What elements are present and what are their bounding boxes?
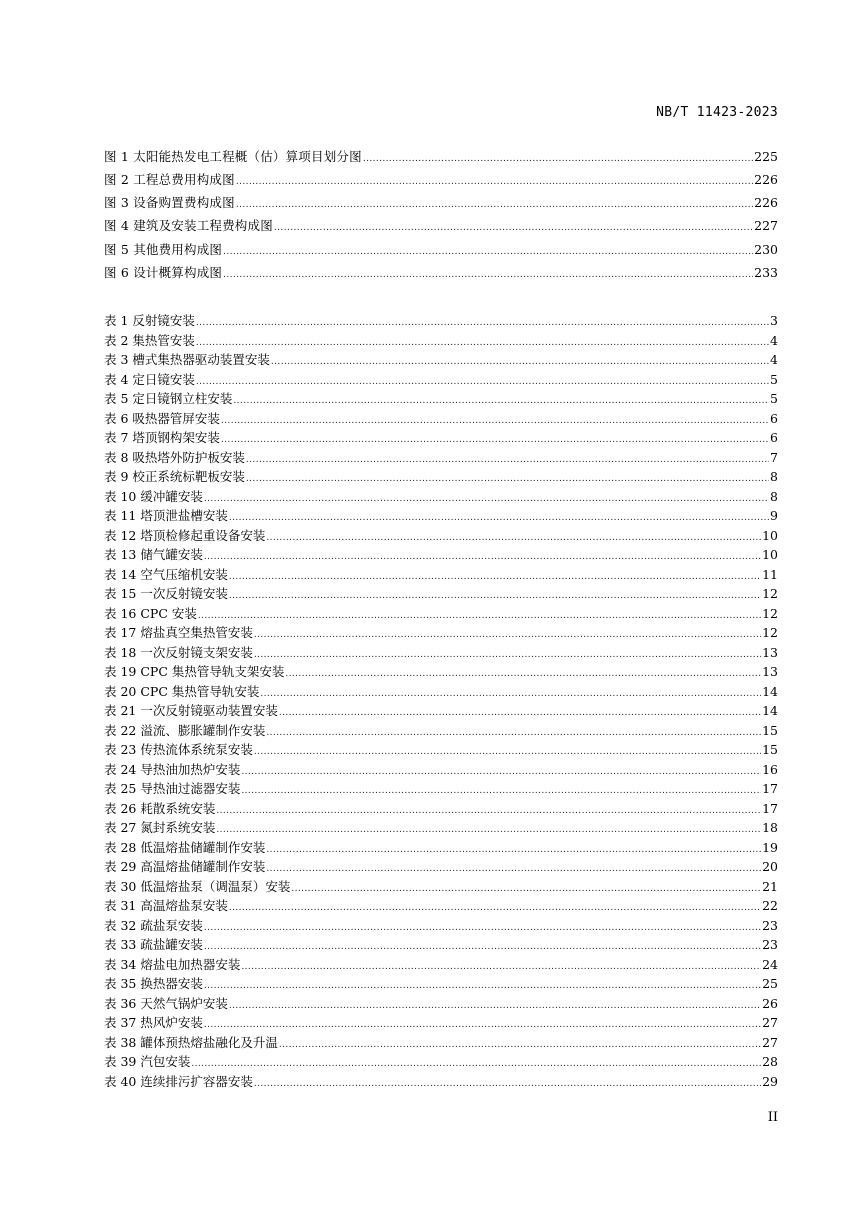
entry-page: 12 <box>762 586 778 601</box>
entry-label: 表 36 天然气锅炉安装 <box>104 995 228 1011</box>
entry-page: 233 <box>754 265 778 280</box>
figure-entry[interactable] <box>104 216 778 235</box>
entry-label: 表 6 吸热器管屏安装 <box>104 410 220 426</box>
table-entry[interactable] <box>104 857 778 876</box>
entry-label: 表 9 校正系统标靶板安装 <box>104 469 245 484</box>
table-entry[interactable] <box>104 838 778 857</box>
table-entry[interactable] <box>104 682 778 701</box>
entry-label: 表 28 低温熔盐储罐制作安装 <box>104 839 266 855</box>
table-entry[interactable] <box>104 935 778 954</box>
entry-label: 表 40 连续排污扩容器安装 <box>104 1073 253 1089</box>
entry-label: 表 23 传热流体系统泵安装 <box>104 742 253 757</box>
document-id-header: NB/T 11423-2023 <box>656 105 778 120</box>
table-entry[interactable] <box>104 701 778 720</box>
entry-page: 4 <box>770 352 778 367</box>
entry-label: 表 1 反射镜安装 <box>104 313 195 328</box>
entry-page: 17 <box>762 800 778 816</box>
table-entry[interactable] <box>104 1072 778 1091</box>
dot-leader <box>236 196 753 215</box>
entry-page: 8 <box>770 469 778 484</box>
dot-leader <box>236 173 753 192</box>
entry-label: 表 2 集热管安装 <box>104 332 195 348</box>
entry-label: 表 19 CPC 集热管导轨支架安装 <box>104 664 285 679</box>
entry-label: 表 4 定日镜安装 <box>104 371 195 387</box>
entry-label: 表 34 熔盐电加热器安装 <box>104 956 241 972</box>
entry-page: 15 <box>762 742 778 757</box>
table-entry[interactable] <box>104 974 778 993</box>
entry-page: 28 <box>762 1054 778 1069</box>
entry-page: 11 <box>762 566 778 582</box>
entry-label: 图 1 太阳能热发电工程概（估）算项目划分图 <box>104 149 362 164</box>
entry-label: 表 7 塔顶钢构架安装 <box>104 430 220 445</box>
entry-page: 26 <box>762 995 778 1011</box>
entry-page: 5 <box>770 391 778 406</box>
entry-page: 225 <box>754 149 778 164</box>
entry-label: 表 12 塔顶检修起重设备安装 <box>104 527 266 543</box>
entry-page: 27 <box>762 1015 778 1030</box>
table-entry[interactable] <box>104 662 778 681</box>
dot-leader <box>223 266 753 285</box>
table-entry[interactable] <box>104 779 778 798</box>
table-entry[interactable] <box>104 877 778 896</box>
entry-label: 表 16 CPC 安装 <box>104 605 197 621</box>
table-entry[interactable] <box>104 467 778 486</box>
entry-label: 表 35 换热器安装 <box>104 976 203 991</box>
entry-label: 表 29 高温熔盐储罐制作安装 <box>104 859 266 874</box>
table-entry[interactable] <box>104 955 778 974</box>
table-entry[interactable] <box>104 643 778 662</box>
table-entry[interactable] <box>104 1033 778 1052</box>
entry-page: 21 <box>762 878 778 894</box>
entry-label: 表 24 导热油加热炉安装 <box>104 761 241 777</box>
entry-page: 6 <box>770 430 778 445</box>
entry-page: 6 <box>770 410 778 426</box>
table-entry[interactable] <box>104 760 778 779</box>
table-entry[interactable] <box>104 565 778 584</box>
entry-label: 表 3 槽式集热器驱动装置安装 <box>104 352 270 367</box>
dot-leader <box>363 150 753 169</box>
table-entry[interactable] <box>104 487 778 506</box>
entry-page: 4 <box>770 332 778 348</box>
table-entry[interactable] <box>104 896 778 915</box>
entry-page: 15 <box>762 722 778 738</box>
table-entry[interactable] <box>104 311 778 330</box>
entry-label: 图 4 建筑及安装工程费构成图 <box>104 218 273 233</box>
entry-page: 13 <box>762 664 778 679</box>
entry-label: 表 37 热风炉安装 <box>104 1015 203 1030</box>
dot-leader <box>274 219 753 238</box>
table-entry[interactable] <box>104 721 778 740</box>
entry-label: 表 30 低温熔盐泵（调温泵）安装 <box>104 878 291 894</box>
entry-label: 表 26 耗散系统安装 <box>104 800 216 816</box>
table-entry[interactable] <box>104 526 778 545</box>
entry-page: 29 <box>762 1073 778 1089</box>
table-entry[interactable] <box>104 448 778 467</box>
entry-page: 227 <box>754 218 778 233</box>
entry-page: 230 <box>754 242 778 257</box>
table-entry[interactable] <box>104 506 778 525</box>
entry-page: 3 <box>770 313 778 328</box>
entry-page: 5 <box>770 371 778 387</box>
entry-label: 表 14 空气压缩机安装 <box>104 566 228 582</box>
entry-page: 10 <box>762 527 778 543</box>
table-entry[interactable] <box>104 799 778 818</box>
figure-entry[interactable] <box>104 240 778 259</box>
entry-page: 20 <box>762 859 778 874</box>
entry-label: 表 27 氮封系统安装 <box>104 820 216 835</box>
table-entry[interactable] <box>104 1052 778 1071</box>
figure-entry[interactable] <box>104 170 778 189</box>
entry-page: 14 <box>762 703 778 718</box>
table-entry[interactable] <box>104 584 778 603</box>
table-entry[interactable] <box>104 409 778 428</box>
table-entry[interactable] <box>104 350 778 369</box>
table-entry[interactable] <box>104 331 778 350</box>
page-number: II <box>767 1110 778 1125</box>
entry-page: 8 <box>770 488 778 504</box>
table-entry[interactable] <box>104 545 778 564</box>
entry-page: 27 <box>762 1034 778 1050</box>
entry-label: 表 21 一次反射镜驱动装置安装 <box>104 703 278 718</box>
entry-label: 表 18 一次反射镜支架安装 <box>104 644 253 660</box>
entry-label: 表 32 疏盐泵安装 <box>104 917 203 933</box>
entry-label: 图 3 设备购置费构成图 <box>104 195 235 210</box>
entry-page: 12 <box>762 625 778 640</box>
table-entry[interactable] <box>104 1013 778 1032</box>
table-entry[interactable] <box>104 740 778 759</box>
entry-page: 14 <box>762 683 778 699</box>
entry-page: 12 <box>762 605 778 621</box>
entry-page: 13 <box>762 644 778 660</box>
entry-label: 表 31 高温熔盐泵安装 <box>104 898 228 913</box>
entry-page: 9 <box>770 508 778 523</box>
table-entry[interactable] <box>104 994 778 1013</box>
entry-label: 表 33 疏盐罐安装 <box>104 937 203 952</box>
entry-page: 226 <box>754 172 778 187</box>
entry-label: 表 10 缓冲罐安装 <box>104 488 203 504</box>
entry-label: 表 25 导热油过滤器安装 <box>104 781 241 796</box>
entry-label: 表 17 熔盐真空集热管安装 <box>104 625 253 640</box>
entry-label: 表 13 储气罐安装 <box>104 547 203 562</box>
table-entry[interactable] <box>104 818 778 837</box>
table-entry[interactable] <box>104 370 778 389</box>
entry-label: 图 6 设计概算构成图 <box>104 265 223 280</box>
entry-label: 表 5 定日镜钢立柱安装 <box>104 391 233 406</box>
entry-page: 10 <box>762 547 778 562</box>
entry-page: 23 <box>762 917 778 933</box>
entry-page: 17 <box>762 781 778 796</box>
entry-page: 18 <box>762 820 778 835</box>
table-entry[interactable] <box>104 389 778 408</box>
figure-entry[interactable] <box>104 193 778 212</box>
entry-label: 表 20 CPC 集热管导轨安装 <box>104 683 260 699</box>
entry-label: 表 11 塔顶泄盐槽安装 <box>104 508 228 523</box>
entry-label: 表 15 一次反射镜安装 <box>104 586 228 601</box>
entry-page: 23 <box>762 937 778 952</box>
entry-label: 表 8 吸热塔外防护板安装 <box>104 449 245 465</box>
dot-leader <box>223 243 753 262</box>
entry-page: 24 <box>762 956 778 972</box>
entry-page: 19 <box>762 839 778 855</box>
entry-label: 图 5 其他费用构成图 <box>104 242 223 257</box>
entry-label: 表 39 汽包安装 <box>104 1054 191 1069</box>
entry-page: 7 <box>770 449 778 465</box>
figure-entry[interactable] <box>104 147 778 166</box>
entry-label: 表 38 罐体预热熔盐融化及升温 <box>104 1034 278 1050</box>
table-entry[interactable] <box>104 916 778 935</box>
figure-entry[interactable] <box>104 263 778 282</box>
entry-page: 226 <box>754 195 778 210</box>
entry-label: 图 2 工程总费用构成图 <box>104 172 235 187</box>
dot-leader <box>254 1075 761 1094</box>
entry-page: 25 <box>762 976 778 991</box>
entry-label: 表 22 溢流、膨胀罐制作安装 <box>104 722 266 738</box>
table-entry[interactable] <box>104 428 778 447</box>
entry-page: 16 <box>762 761 778 777</box>
table-entry[interactable] <box>104 604 778 623</box>
table-entry[interactable] <box>104 623 778 642</box>
entry-page: 22 <box>762 898 778 913</box>
